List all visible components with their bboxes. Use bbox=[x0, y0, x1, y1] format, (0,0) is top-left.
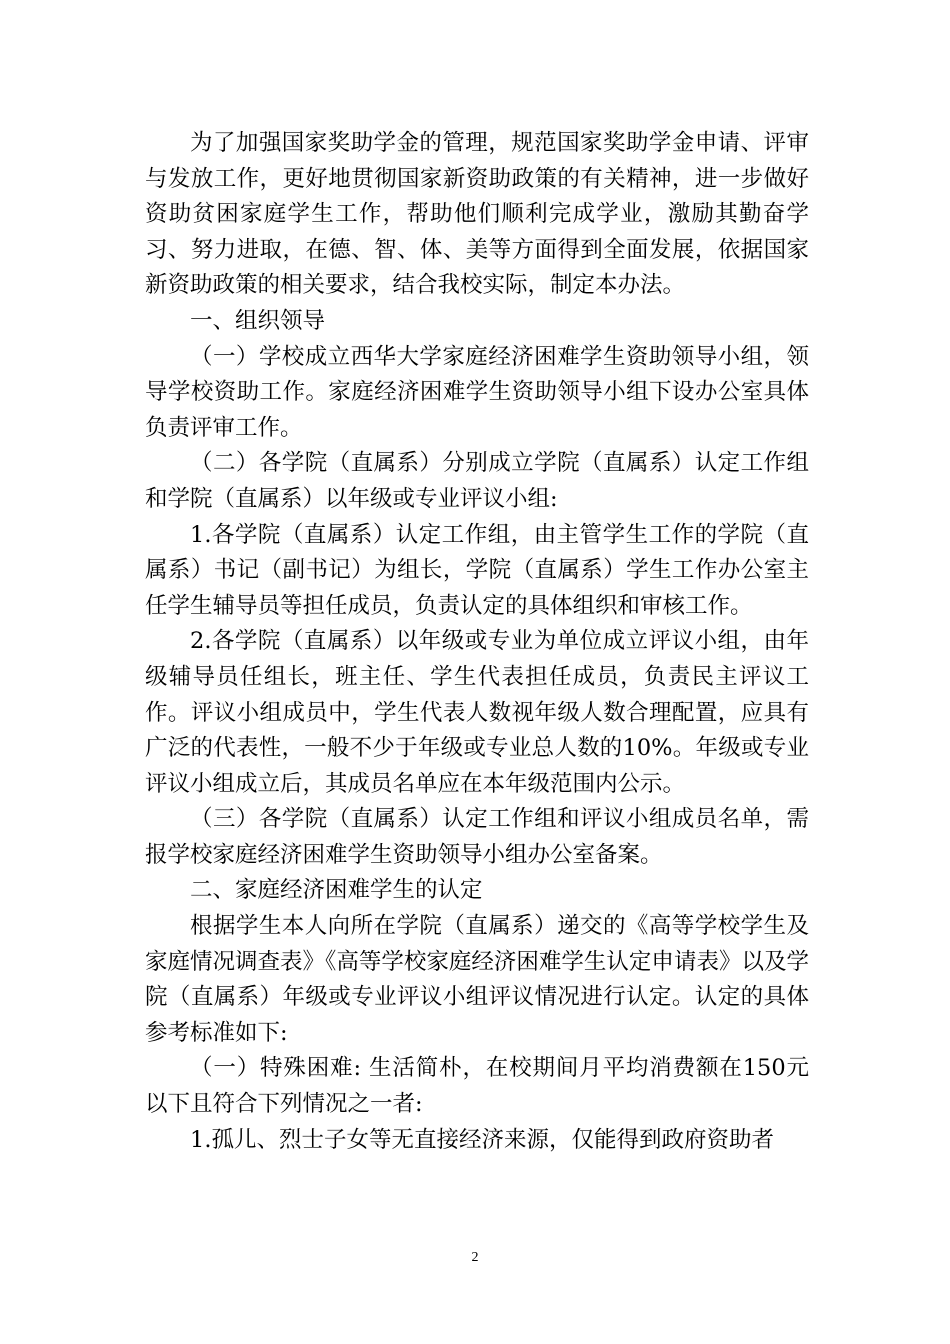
paragraph-member-list-filing: （三）各学院（直属系）认定工作组和评议小组成员名单，需报学校家庭经济困难学生资助领导小组办公室备案。 bbox=[145, 806, 809, 868]
paragraph-identification-basis: 根据学生本人向所在学院（直属系）递交的《高等学校学生及家庭情况调查表》《高等学校家庭经济困难学生认定申请表》以及学院（直属系）年级或专业评议小组评议情况进行认定。认定的具体参考标准如下: bbox=[145, 913, 809, 1046]
paragraph-special-difficulty: （一）特殊困难: 生活简朴，在校期间月平均消费额在150元以下且符合下列情况之一者: bbox=[145, 1055, 809, 1118]
section-heading-organization: 一、组织领导 bbox=[190, 307, 326, 334]
paragraph-item-2-review-group: 2.各学院（直属系）以年级或专业为单位成立评议小组，由年级辅导员任组长，班主任、学生代表担任成员，负责民主评议工作。评议小组成员中，学生代表人数视年级人数合理配置，应具有广泛的代表性，一般不少于年级或专业总人数的10%。年级或专业评议小组成立后，其成员名单应在本年级范围内公示。 bbox=[145, 628, 809, 797]
paragraph-leadership-group: （一）学校成立西华大学家庭经济困难学生资助领导小组，领导学校资助工作。家庭经济困难学生资助领导小组下设办公室具体负责评审工作。 bbox=[145, 343, 809, 441]
paragraph-intro: 为了加强国家奖助学金的管理，规范国家奖助学金申请、评审与发放工作，更好地贯彻国家新资助政策的有关精神，进一步做好资助贫困家庭学生工作，帮助他们顺利完成学业，激励其勤奋学习、努力进取，在德、智、体、美等方面得到全面发展，依据国家新资助政策的相关要求，结合我校实际，制定本办法。 bbox=[145, 130, 809, 299]
paragraph-item-1-working-group: 1.各学院（直属系）认定工作组，由主管学生工作的学院（直属系）书记（副书记）为组长，学院（直属系）学生工作办公室主任学生辅导员等担任成员，负责认定的具体组织和审核工作。 bbox=[145, 521, 809, 619]
section-heading-identification: 二、家庭经济困难学生的认定 bbox=[190, 877, 483, 904]
document-body bbox=[145, 126, 809, 1158]
paragraph-item-1-orphans: 1.孤儿、烈士子女等无直接经济来源，仅能得到政府资助者 bbox=[190, 1126, 774, 1153]
page-number: 2 bbox=[471, 1250, 479, 1265]
paragraph-college-groups: （二）各学院（直属系）分别成立学院（直属系）认定工作组和学院（直属系）以年级或专业评议小组: bbox=[145, 450, 809, 512]
